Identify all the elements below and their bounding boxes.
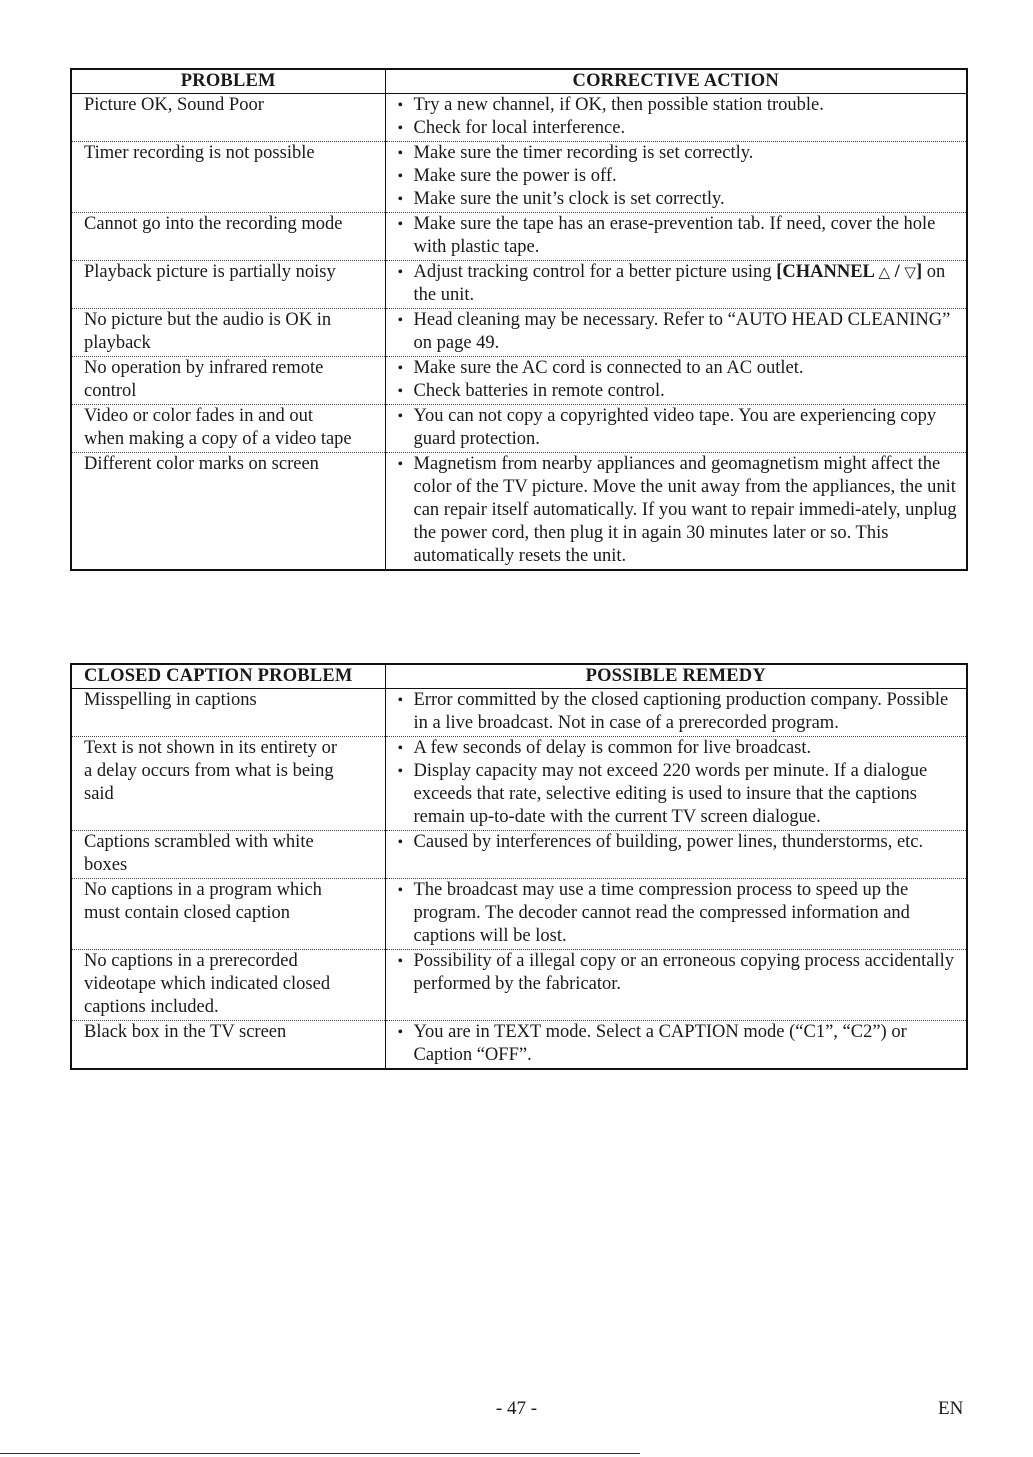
action-item: • Try a new channel, if OK, then possible station trouble. — [392, 94, 961, 117]
problem-cell: Picture OK, Sound Poor — [71, 94, 385, 142]
problem-cell: No operation by infrared remote control — [71, 357, 385, 405]
header-possible-remedy: POSSIBLE REMEDY — [385, 664, 967, 689]
action-item: • Make sure the tape has an erase-prevention tab. If need, cover the hole with plastic tape. — [392, 213, 961, 259]
table-row — [71, 213, 967, 261]
table-row — [71, 453, 967, 571]
problem-cell: Cannot go into the recording mode — [71, 213, 385, 261]
table-row — [71, 142, 967, 213]
problem-cell: Different color marks on screen — [71, 453, 385, 571]
problem-cell: Text is not shown in its entirety or a delay occurs from what is being said — [71, 737, 385, 831]
remedy-item: • Error committed by the closed captioning production company. Possible in a live broadcast. Not in case of a prerecorded program. — [392, 689, 961, 735]
table-header-row — [71, 664, 967, 689]
action-cell — [385, 357, 967, 405]
problem-cell: Video or color fades in and out when making a copy of a video tape — [71, 405, 385, 453]
problem-cell: Timer recording is not possible — [71, 142, 385, 213]
table-row — [71, 309, 967, 357]
problem-cell: No captions in a program which must contain closed caption — [71, 879, 385, 950]
action-text-end: on the unit. — [413, 262, 946, 305]
table-row — [71, 879, 967, 950]
action-item: • Make sure the unit’s clock is set correctly. — [392, 188, 961, 211]
table-row — [71, 689, 967, 737]
remedy-item: • A few seconds of delay is common for live broadcast. — [392, 737, 961, 760]
remedy-cell — [385, 879, 967, 950]
action-item: • You can not copy a copyrighted video tape. You are experiencing copy guard protection. — [392, 405, 961, 451]
action-text: Adjust tracking control for a better picture using — [413, 262, 777, 282]
header-corrective-action: CORRECTIVE ACTION — [385, 69, 967, 94]
action-item: • Make sure the AC cord is connected to an AC outlet. — [392, 357, 961, 380]
problem-cell: Playback picture is partially noisy — [71, 261, 385, 309]
action-item: • Check batteries in remote control. — [392, 380, 961, 403]
remedy-cell — [385, 689, 967, 737]
bracket-close: ] — [915, 262, 923, 282]
table-row — [71, 950, 967, 1021]
table-row — [71, 261, 967, 309]
action-item: • Magnetism from nearby appliances and geomagnetism might affect the color of the TV picture. Move the unit away from the appliances, the unit can repair itself automatically. If you want to repair immedi-ately, unplug the power cord, then plug it in again 30 minutes later or so. This automatically resets the unit. — [392, 453, 961, 568]
problem-cell: Misspelling in captions — [71, 689, 385, 737]
action-item: • Head cleaning may be necessary. Refer to “AUTO HEAD CLEANING” on page 49. — [392, 309, 961, 355]
action-cell — [385, 405, 967, 453]
triangle-up-icon: △ — [878, 263, 891, 281]
problem-cell: No captions in a prerecorded videotape which indicated closed captions included. — [71, 950, 385, 1021]
table-row — [71, 1021, 967, 1070]
problem-cell: No picture but the audio is OK in playback — [71, 309, 385, 357]
slash-text: / — [890, 262, 905, 282]
action-item: • Check for local interference. — [392, 117, 961, 140]
channel-button-label: [CHANNEL — [776, 262, 879, 282]
table-row — [71, 405, 967, 453]
table-row — [71, 357, 967, 405]
remedy-item: • Caused by interferences of building, power lines, thunderstorms, etc. — [392, 831, 961, 854]
remedy-item: • The broadcast may use a time compression process to speed up the program. The decoder cannot read the compressed information and captions will be lost. — [392, 879, 961, 948]
closed-caption-table — [70, 663, 968, 1070]
action-cell — [385, 309, 967, 357]
action-item: • Make sure the timer recording is set correctly. — [392, 142, 961, 165]
action-cell — [385, 142, 967, 213]
triangle-down-icon: ▽ — [904, 263, 916, 281]
problem-cell: Captions scrambled with white boxes — [71, 831, 385, 879]
remedy-cell — [385, 737, 967, 831]
problem-cell: Black box in the TV screen — [71, 1021, 385, 1070]
remedy-item: • Display capacity may not exceed 220 words per minute. If a dialogue exceeds that rate, selective editing is used to insure that the captions remain up-to-date with the current TV screen dialogue. — [392, 760, 961, 829]
action-cell — [385, 213, 967, 261]
remedy-cell — [385, 831, 967, 879]
action-cell — [385, 261, 967, 309]
troubleshooting-table — [70, 68, 968, 571]
remedy-cell — [385, 1021, 967, 1070]
action-cell — [385, 453, 967, 571]
header-problem: PROBLEM — [71, 69, 385, 94]
page-number: - 47 - — [495, 1398, 538, 1419]
table-row — [71, 94, 967, 142]
action-item: • Make sure the power is off. — [392, 165, 961, 188]
remedy-cell — [385, 950, 967, 1021]
remedy-item: • Possibility of a illegal copy or an erroneous copying process accidentally performed by the fabricator. — [392, 950, 961, 996]
table-header-row — [71, 69, 967, 94]
action-item — [392, 261, 961, 307]
action-cell — [385, 94, 967, 142]
language-label: EN — [938, 1398, 964, 1419]
header-closed-caption-problem: CLOSED CAPTION PROBLEM — [71, 664, 385, 689]
footer-rule — [0, 1453, 640, 1454]
table-row — [71, 831, 967, 879]
remedy-item: • You are in TEXT mode. Select a CAPTION mode (“C1”, “C2”) or Caption “OFF”. — [392, 1021, 961, 1067]
table-row — [71, 737, 967, 831]
